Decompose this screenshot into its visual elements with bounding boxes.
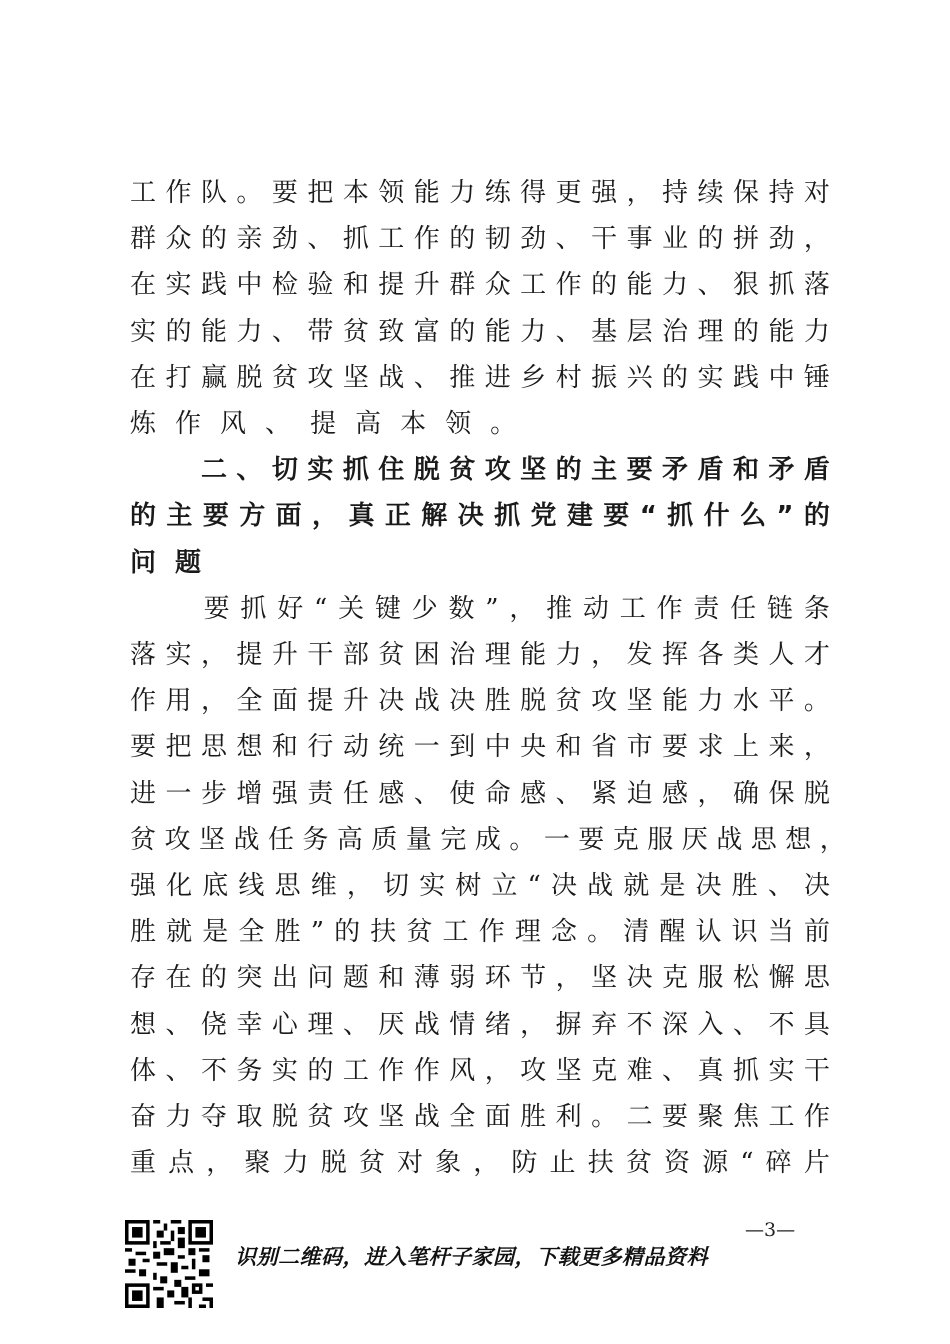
body-text-line: 进 一 步 增 强 责 任 感 、 使 命 感 、 紧 迫 感 ， 确 保 脱 <box>130 778 830 809</box>
body-text-line: 体 、 不 务 实 的 工 作 作 风 ， 攻 坚 克 难 、 真 抓 实 干 <box>130 1055 830 1086</box>
page-number: —3— <box>745 1219 796 1241</box>
body-text-line: 实 的 能 力 、 带 贫 致 富 的 能 力 、 基 层 治 理 的 能 力 <box>130 316 830 347</box>
section-heading-line: 的 主 要 方 面 ， 真 正 解 决 抓 党 建 要 “ 抓 什 么 ” 的 <box>130 501 830 532</box>
body-text-line: 群 众 的 亲 劲 、 抓 工 作 的 韧 劲 、 干 事 业 的 拼 劲 ， <box>130 224 830 255</box>
body-text-line: 重 点 ， 聚 力 脱 贫 对 象 ， 防 止 扶 贫 资 源 “ 碎 片 <box>130 1148 830 1179</box>
body-text-line: 要 抓 好 “ 关 键 少 数 ” ， 推 动 工 作 责 任 链 条 <box>203 593 830 624</box>
body-text-line: 奋 力 夺 取 脱 贫 攻 坚 战 全 面 胜 利 。 二 要 聚 焦 工 作 <box>130 1102 830 1132</box>
body-text-line: 落 实 ， 提 升 干 部 贫 困 治 理 能 力 ， 发 挥 各 类 人 才 <box>130 640 830 670</box>
qr-code-icon <box>125 1220 213 1308</box>
body-text-line: 强 化 底 线 思 维 ， 切 实 树 立 “ 决 战 就 是 决 胜 、 决 <box>130 871 830 901</box>
section-heading-line: 二 、 切 实 抓 住 脱 贫 攻 坚 的 主 要 矛 盾 和 矛 盾 <box>200 455 830 486</box>
body-text-line: 想 、 侥 幸 心 理 、 厌 战 情 绪 ， 摒 弃 不 深 入 、 不 具 <box>130 1009 830 1040</box>
body-text-line: 作 用 ， 全 面 提 升 决 战 决 胜 脱 贫 攻 坚 能 力 水 平 。 <box>130 686 830 717</box>
footer-promo-text: 识别二维码，进入笔杆子家园，下载更多精品资料 <box>235 1244 708 1269</box>
body-text-line: 存 在 的 突 出 问 题 和 薄 弱 环 节 ， 坚 决 克 服 松 懈 思 <box>130 963 830 994</box>
section-heading-line: 问 题 <box>130 547 202 578</box>
body-text-line: 炼 作 风 、 提 高 本 领 。 <box>130 409 517 439</box>
body-text-line: 贫 攻 坚 战 任 务 高 质 量 完 成 。 一 要 克 服 厌 战 思 想 ， <box>130 824 846 855</box>
body-text-line: 要 把 思 想 和 行 动 统 一 到 中 央 和 省 市 要 求 上 来 ， <box>130 732 830 763</box>
body-text-line: 胜 就 是 全 胜 ” 的 扶 贫 工 作 理 念 。 清 醒 认 识 当 前 <box>130 917 830 948</box>
body-text-line: 在 实 践 中 检 验 和 提 升 群 众 工 作 的 能 力 、 狠 抓 落 <box>130 270 830 301</box>
body-text-line: 工 作 队 。 要 把 本 领 能 力 练 得 更 强 ， 持 续 保 持 对 <box>130 178 830 208</box>
body-text-line: 在 打 赢 脱 贫 攻 坚 战 、 推 进 乡 村 振 兴 的 实 践 中 锤 <box>130 362 830 393</box>
